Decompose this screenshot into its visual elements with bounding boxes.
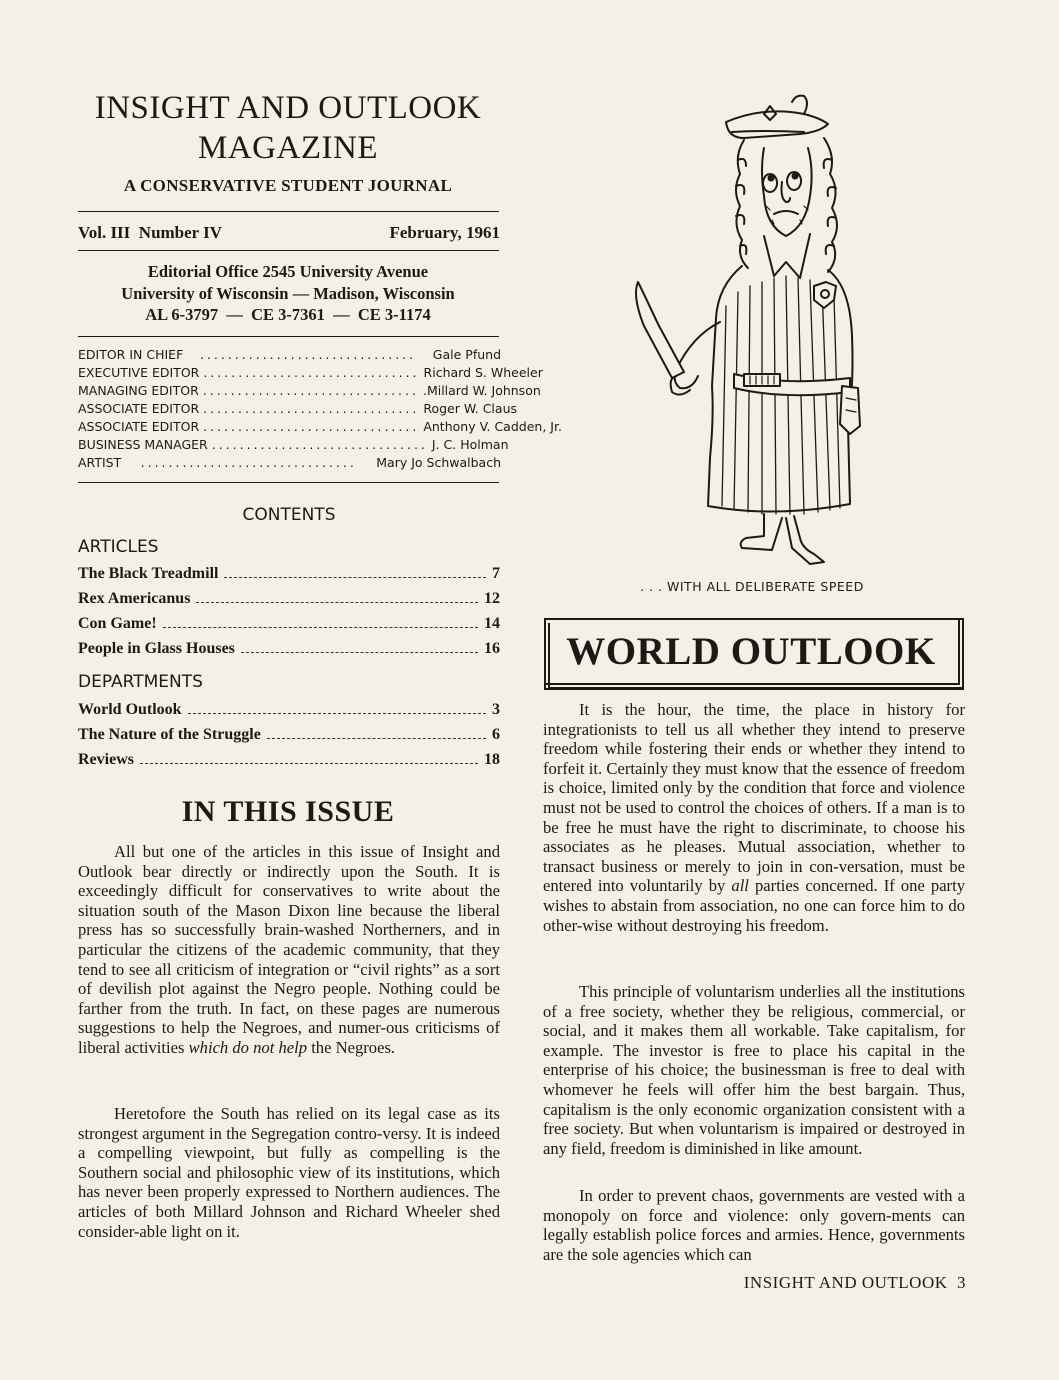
staff-row [78,400,518,418]
staff-name: Gale Pfund [432,347,501,362]
toc-entry[interactable] [78,615,500,633]
office-location: University of Wisconsin — Madison, Wisconsin [121,283,455,303]
paragraph-text: It is the hour, the time, the place in history for integrationists to tell us all whether they intend to preserve freedom while fostering their ends or whether they intend to forfeit it. Certainly they must know that the essence of freedom is choice, limited only by the condition that force and violence must not be used to control the choices of others. If a man is to be free he must have the right to discriminate, to choose his associates as he pleases. Mutual association, whether to transact business or merely to join in con-versation, must be entered into voluntarily by [543,700,965,896]
toc-page: 16 [484,640,500,657]
leader-line [140,763,478,764]
toc-title: The Black Treadmill [78,565,219,582]
leader-dots: ............................... [211,437,428,452]
articles-heading: ARTICLES [78,537,159,557]
in-this-issue-paragraph [78,842,500,1058]
divider [78,336,499,337]
departments-heading: DEPARTMENTS [78,672,203,692]
toc-entry[interactable] [78,751,500,769]
leader-dots: ............................... [140,455,357,470]
staff-row [78,382,541,400]
leader-line [224,577,486,578]
staff-row [78,346,501,364]
toc-entry[interactable] [78,590,500,608]
toc-page: 18 [484,751,500,768]
staff-role: MANAGING EDITOR [78,383,199,398]
staff-name: Roger W. Claus [423,401,518,416]
leader-line [196,602,478,603]
leader-dots: ............................... [203,419,420,434]
toc-entry[interactable] [78,565,500,583]
staff-name: J. C. Holman [431,437,509,452]
world-outlook-paragraph: This principle of voluntarism underlies all the institutions of a free society, whether they be religious, commercial, or social, and it makes them all workable. Take capitalism, for example. The investor is free to place his capital in the enterprise of his choice; the businessman is free to deal with whomever he feels will offer him the best bargain. Thus, capitalism is the only economic organization consistent with a free society. But when voluntarism is impaired or destroyed in any field, freedom is diminished in like amount. [543,982,965,1158]
toc-title: Reviews [78,751,134,768]
leader-dots: ............................... [199,347,417,362]
staff-row [78,364,543,382]
world-outlook-heading: WORLD OUTLOOK [566,630,936,673]
illustration-caption: . . . WITH ALL DELIBERATE SPEED [640,579,864,594]
toc-page: 6 [492,726,500,743]
emphasis-text: all [731,876,749,896]
leader-dots: ............................... [203,365,420,380]
toc-entry[interactable] [78,701,500,719]
toc-page: 7 [492,565,500,582]
editorial-office [76,261,500,326]
staff-row [78,436,509,454]
staff-name: .Millard W. Johnson [422,383,541,398]
paragraph-text: All but one of the articles in this issue of Insight and Outlook bear directly or indirectly upon the South. It is exceedingly difficult for conservatives to write about the situation south of the Mason Dixon line because the liberal press has so successfully brain-washed Northerners, and in particular the citizens of the academic community, that they tend to see all criticism of integration or “civil rights” as a sort of devilish plot against the Negro people. Nothing could be farther from the truth. In fact, on these pages are numerous suggestions to help the Negroes, and numer-ous criticisms of liberal activities [78,842,500,1057]
leader-dots: ............................... [203,401,420,416]
magazine-title: INSIGHT AND OUTLOOK MAGAZINE [94,90,482,166]
divider [78,250,499,251]
contents-heading: CONTENTS [242,505,336,525]
staff-role: ASSOCIATE EDITOR [78,419,200,434]
divider [78,482,499,483]
paragraph-text: the Negroes. [307,1037,396,1057]
staff-role: EDITOR IN CHIEF [78,347,184,362]
leader-dots: ............................... [202,383,419,398]
in-this-issue-paragraph: Heretofore the South has relied on its legal case as its strongest argument in the Segregation contro-versy. It is indeed a compelling viewpoint, but fully as compelling is the Southern social and philosophic view of its institutions, which has never been properly expressed to Northern audiences. The articles of both Millard Johnson and Richard Wheeler shed consider-able light on it. [78,1104,500,1241]
staff-list [78,346,562,472]
staff-name: Mary Jo Schwalbach [376,455,501,470]
staff-row [78,418,562,436]
staff-name: Richard S. Wheeler [423,365,543,380]
leader-line [188,713,486,714]
staff-role: ASSOCIATE EDITOR [78,401,200,416]
toc-title: People in Glass Houses [78,640,235,657]
toc-title: The Nature of the Struggle [78,726,261,743]
toc-entry[interactable] [78,640,500,658]
toc-page: 14 [484,615,500,632]
divider [78,211,499,212]
leader-line [267,738,486,739]
world-outlook-paragraph [543,700,965,935]
toc-title: Con Game! [78,615,157,632]
toc-page: 3 [492,701,500,718]
cartoon-illustration [614,86,904,574]
issue-volume: Vol. III Number IV [78,223,223,242]
issue-date: February, 1961 [389,223,500,242]
leader-line [163,627,478,628]
paragraph-text: parties concerned. If one party wishes to abstain from association, no one can force him to do other-wise without destroying his freedom. [543,876,965,935]
in-this-issue-heading: IN THIS ISSUE [181,795,395,828]
leader-line [241,652,478,653]
office-phones: AL 6-3797 — CE 3-7361 — CE 3-1174 [145,305,431,324]
world-outlook-paragraph: In order to prevent chaos, governments are vested with a monopoly on force and violence: only govern-ments can legally establish police forces and armies. Hence, governments are the sole agencies which can [543,1186,965,1264]
staff-role: ARTIST [78,455,122,470]
toc-title: Rex Americanus [78,590,191,607]
staff-role: BUSINESS MANAGER [78,437,208,452]
toc-page: 12 [484,590,500,607]
toc-entry[interactable] [78,726,500,744]
staff-row [78,454,501,472]
emphasis-text: which do not help [188,1037,308,1057]
staff-name: Anthony V. Cadden, Jr. [423,419,562,434]
office-address: Editorial Office 2545 University Avenue [147,262,429,281]
staff-role: EXECUTIVE EDITOR [78,365,200,380]
page-footer: INSIGHT AND OUTLOOK 3 [743,1273,966,1292]
magazine-subtitle: A CONSERVATIVE STUDENT JOURNAL [123,176,453,195]
toc-title: World Outlook [78,701,182,718]
